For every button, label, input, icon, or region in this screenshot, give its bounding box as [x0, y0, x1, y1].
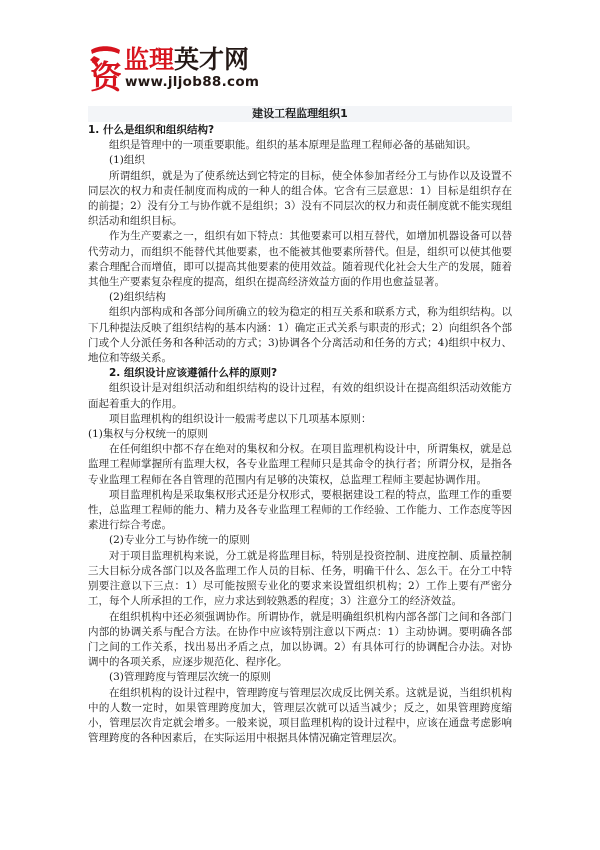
svg-text:资: 资 — [89, 58, 123, 96]
paragraph: 组织是管理中的一项重要职能。组织的基本原理是监理工程师必备的基础知识。 — [109, 139, 477, 152]
site-header — [88, 40, 308, 96]
brand-name-part2: 英才网 — [174, 45, 250, 74]
paragraph: 组织内部构成和各部分间所确立的较为稳定的相互关系和联系方式，称为组织结构。以下几种提法反映了组织结构的基本内涵：1）确定正式关系与职责的形式；2）向组织各个部门或个人分派任务和各种活动的方式；3)协调各个分离活动和任务的方式；4)组织中权力、地位和等级关系。 — [88, 306, 512, 365]
section-heading: 1. 什么是组织和组织结构? — [88, 124, 215, 136]
paragraph: (3)管理跨度与管理层次统一的原则 — [109, 671, 271, 684]
paragraph-list — [88, 123, 512, 746]
brand-name — [124, 46, 249, 74]
paragraph: 对于项目监理机构来说，分工就是将监理目标，特别是投资控制、进度控制、质量控制三大目标分成各部门以及各监理工作人员的目标、任务，明确干什么、怎么干。在分工中特别要注意以下三点：1）尽可能按照专业化的要求来设置组织机构；2）工作上要有严密分工，每个人所承担的工作，应力求达到较熟悉的程度；3）注意分工的经济效益。 — [88, 549, 512, 608]
paragraph: 在组织机构中还必须强调协作。所谓协作，就是明确组织机构内部各部门之间和各部门内部的协调关系与配合方法。在协作中应该特别注意以下两点：1）主动协调。要明确各部门之间的工作关系，找出易出矛盾之点，加以协调。2）有具体可行的协调配合办法。对协调中的各项关系，应逐步规范化、程序化。 — [88, 610, 512, 669]
paragraph: 作为生产要素之一，组织有如下特点：其他要素可以相互替代，如增加机器设备可以替代劳动力，而组织不能替代其他要素，也不能被其他要素所替代。但是，组织可以使其他要素合理配合而增值，即可以提高其他要素的使用效益。随着现代化社会大生产的发展，随着其他生产要素复杂程度的提高，组织在提高经济效益方面的作用也愈益显著。 — [88, 230, 512, 289]
paragraph: 项目监理机构的组织设计一般需考虑以下几项基本原则： — [109, 412, 372, 425]
paragraph: 项目监理机构是采取集权形式还是分权形式，要根据建设工程的特点，监理工作的重要性，总监理工程师的能力、精力及各专业监理工程师的工作经验、工作能力、工作态度等因素进行综合考虑。 — [88, 488, 512, 532]
paragraph: (1)组织 — [109, 154, 145, 167]
paragraph: (2)组织结构 — [109, 291, 166, 304]
paragraph: (2)专业分工与协作统一的原则 — [109, 534, 250, 547]
paragraph: 在任何组织中都不存在绝对的集权和分权。在项目监理机构设计中，所谓集权，就是总监理工程师掌握所有监理大权，各专业监理工程师只是其命令的执行者；所谓分权，是指各专业监理工程师在各自管理的范围内有足够的决策权，总监理工程师主要起协调作用。 — [88, 443, 512, 486]
brand-url[interactable]: www.jljob88.com — [125, 74, 260, 90]
paragraph: 所谓组织，就是为了使系统达到它特定的目标，使全体参加者经分工与协作以及设置不同层次的权力和责任制度而构成的一种人的组合体。它含有三层意思：1）目标是组织存在的前提；2）没有分工与协作就不是组织；3）没有不同层次的权力和责任制度就不能实现组织活动和组织目标。 — [88, 169, 512, 228]
logo-icon — [88, 44, 124, 96]
brand-name-part1: 监理 — [124, 45, 175, 74]
document-body — [88, 106, 512, 746]
document-title: 建设工程监理组织1 — [88, 106, 512, 122]
paragraph: 在组织机构的设计过程中，管理跨度与管理层次成反比例关系。这就是说，当组织机构中的人数一定时，如果管理跨度加大，管理层次就可以适当减少；反之，如果管理跨度缩小，管理层次肯定就会增多。一般来说，项目监理机构的设计过程中，应该在通盘考虑影响管理跨度的各种因素后，在实际运用中根据具体情况确定管理层次。 — [88, 686, 512, 745]
paragraph: 组织设计是对组织活动和组织结构的设计过程，有效的组织设计在提高组织活动效能方面起着重大的作用。 — [88, 382, 512, 410]
section-heading: 2. 组织设计应该遵循什么样的原则? — [109, 367, 278, 380]
paragraph: (1)集权与分权统一的原则 — [88, 428, 208, 441]
